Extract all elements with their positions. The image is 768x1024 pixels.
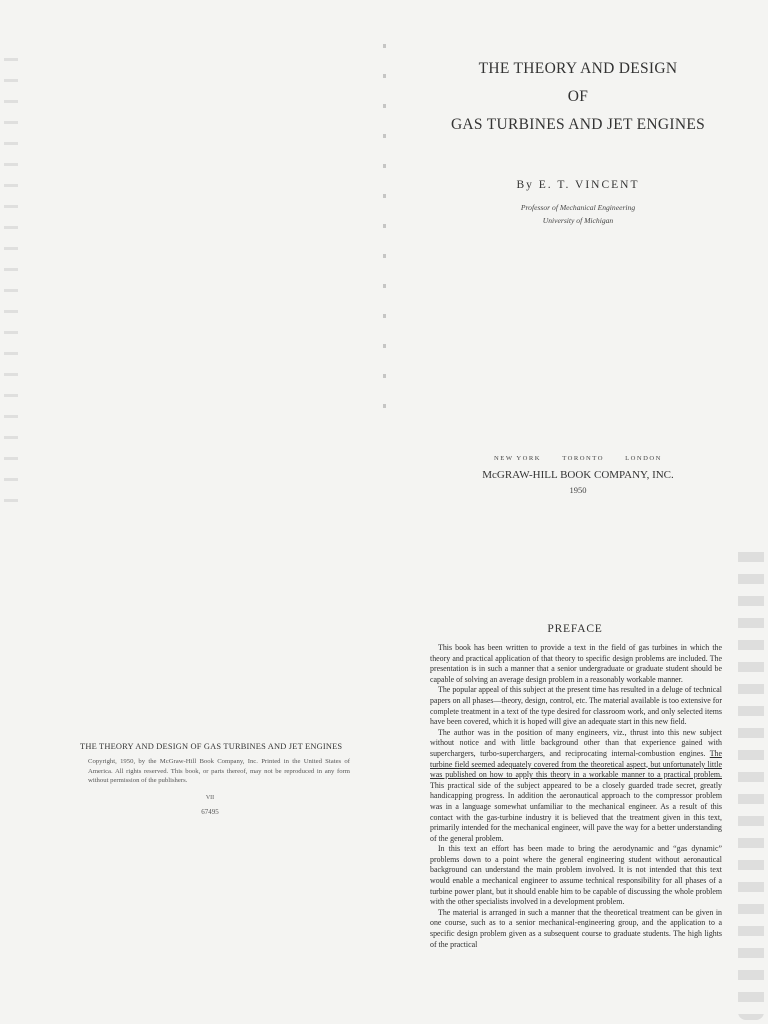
book-title-line-2: OF xyxy=(567,88,589,105)
preface-paragraph-5: The material is arranged in such a manner that the theoretical treatment can be given in one course, such as to a senior mechanical-engineering group, and the application to a specific design problem given as a subsequent course to graduate students. The high lights of the practical xyxy=(430,907,722,949)
author-position: Professor of Mechanical Engineering xyxy=(520,203,636,212)
preface-underlined-passage: The turbine field seemed adequately covered from the theoretical aspect, but unfortunately little was published on how to apply this theory in a workable manner to a practical problem. xyxy=(430,748,722,780)
city-new-york: NEW YORK xyxy=(494,455,542,462)
preface-paragraph-3-start: The author was in the position of many engineers, viz., thrust into this new subject without notice and with little background other than that experience gained with superchargers, turbo-superchargers, and reciprocating internal-combustion engines. xyxy=(430,727,722,758)
preface-paragraph-4: In this text an effort has been made to bring the aerodynamic and “gas dynamic” problems down to a point where the general engineering student without aeronautical background can understand the main problem involved. It is not intended that this text would enable a mechanical engineer to assume technical responsibility for all phases of a turbine power plant, but it should enable him to be capable of discussing the whole problem with the other specialists involved in a development problem. xyxy=(430,844,722,907)
city-toronto: TORONTO xyxy=(562,455,604,462)
publisher-cities xyxy=(398,455,758,462)
preface-body xyxy=(430,643,722,950)
publication-year: 1950 xyxy=(569,485,587,495)
copyright-notice: Copyright, 1950, by the McGraw-Hill Book Company, Inc. Printed in the United States of America. All rights reserved. This book, or parts thereof, may not be reproduced in any form without permission of the publishers. xyxy=(88,758,350,784)
publisher-name: McGRAW-HILL BOOK COMPANY, INC. xyxy=(482,469,674,481)
book-title-line-1: THE THEORY AND DESIGN xyxy=(478,60,678,77)
author-institution: University of Michigan xyxy=(542,216,614,225)
copyright-book-title: THE THEORY AND DESIGN OF GAS TURBINES AND JET ENGINES xyxy=(80,742,343,751)
right-edge-scan-marks xyxy=(738,540,764,1020)
city-london: LONDON xyxy=(625,455,662,462)
author-name: By E. T. VINCENT xyxy=(516,179,640,191)
preface-heading: PREFACE xyxy=(547,623,603,635)
center-fold-marks xyxy=(383,30,386,430)
preface-paragraph-3 xyxy=(430,728,722,845)
preface-paragraph-3-end: This practical side of the subject appeared to be a closely guarded trade secret, greatly handicapping progress. In addition the aeronautical approach to the compressor problem was in a language somewhat unfamiliar to the mechanical engineer. As a result of this contact with the gas-turbine industry it is believed that the treatment given in this text, primarily intended for the mechanical engineer, will pave the way for a better understanding of the general problem. xyxy=(430,780,722,843)
book-title-line-3: GAS TURBINES AND JET ENGINES xyxy=(450,116,706,133)
preface-paragraph-2: The popular appeal of this subject at the present time has resulted in a deluge of technical papers on all phases—theory, design, control, etc. The material available is too extensive for complete treatment in a text of the type desired for classroom work, and only selected items have been covered, which it is hoped will give an adequate start in this new field. xyxy=(430,685,722,727)
page-number-roman: VII xyxy=(205,795,215,801)
print-code: 67495 xyxy=(201,808,219,816)
left-margin-scan-marks xyxy=(4,40,18,520)
preface-paragraph-1: This book has been written to provide a text in the field of gas turbines in which the theory and practical application of that theory to specific design problems are included. The presentation is in such a manner that a senior undergraduate or graduate student should be capable of solving an average design problem in a reasonably workable manner. xyxy=(430,643,722,684)
